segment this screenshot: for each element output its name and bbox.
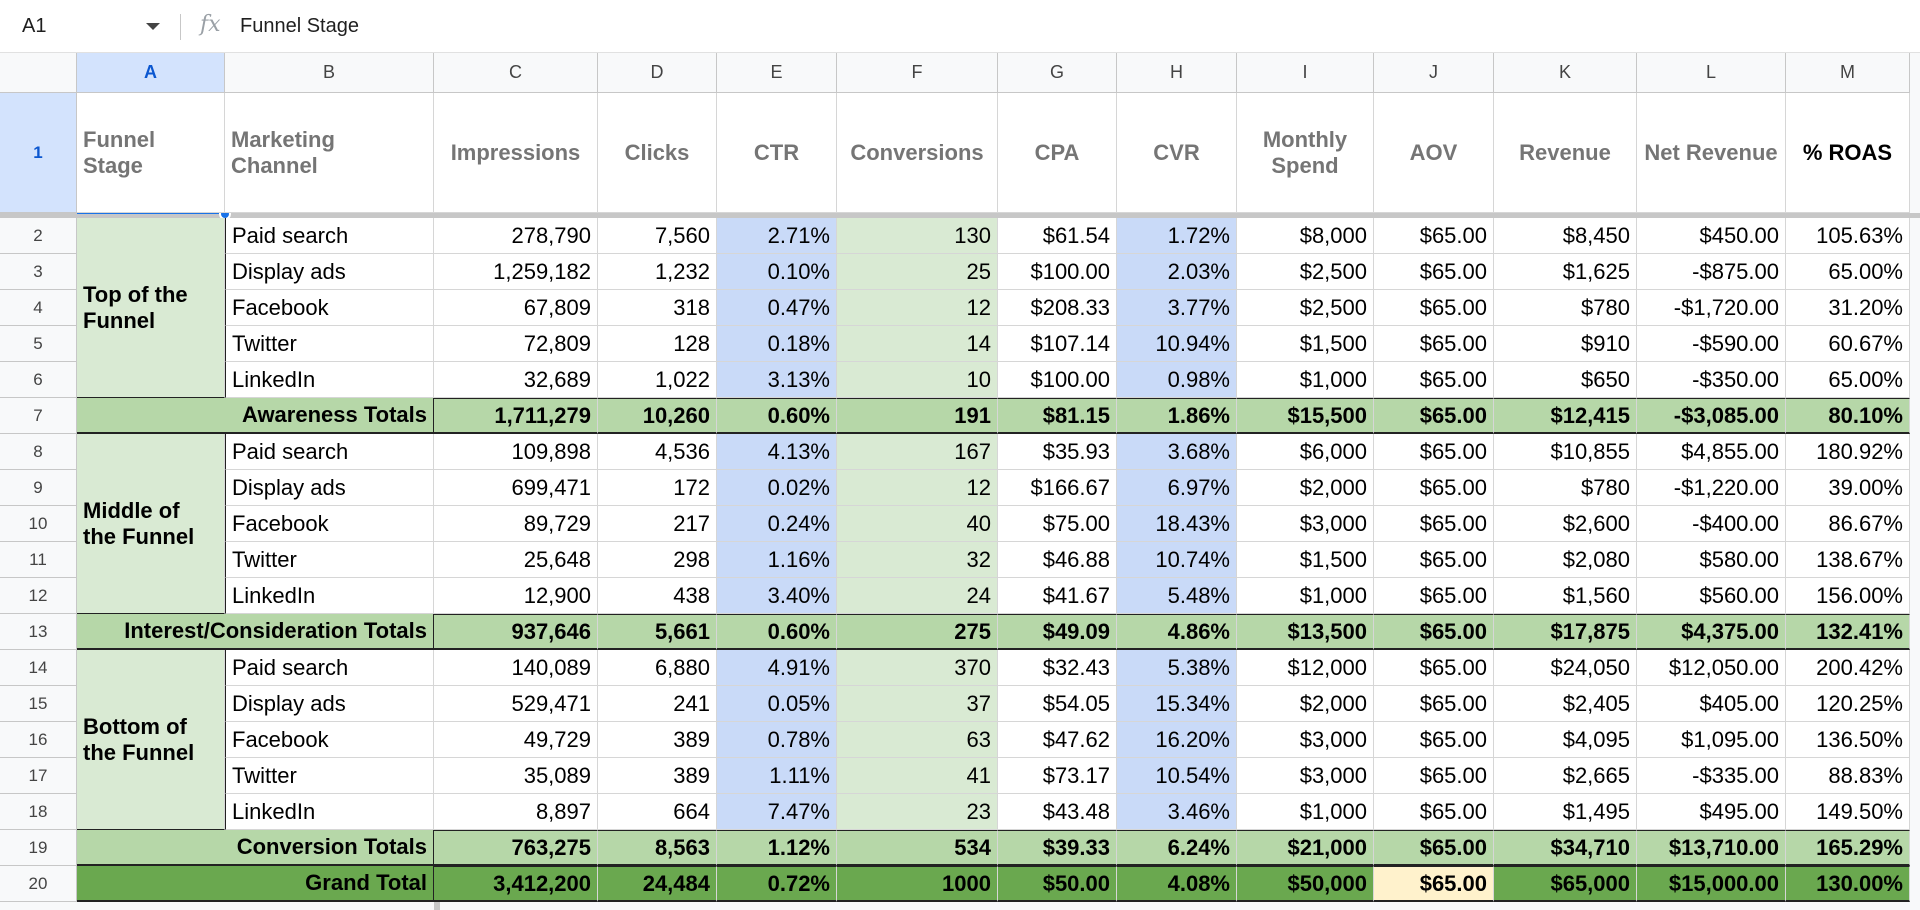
data-cell[interactable]: 370 (837, 650, 998, 686)
data-cell[interactable]: 0.05% (717, 686, 837, 722)
channel-cell[interactable]: Display ads (225, 254, 434, 290)
data-cell[interactable]: 120.25% (1786, 686, 1910, 722)
data-cell[interactable]: 3.13% (717, 362, 837, 398)
data-cell[interactable]: 16.20% (1117, 722, 1237, 758)
totals-cell[interactable]: 937,646 (434, 614, 598, 650)
data-cell[interactable]: $780 (1494, 290, 1637, 326)
data-cell[interactable]: $2,600 (1494, 506, 1637, 542)
row-header-8[interactable]: 8 (0, 434, 77, 470)
data-cell[interactable]: 25 (837, 254, 998, 290)
data-cell[interactable]: 88.83% (1786, 758, 1910, 794)
row-header-18[interactable]: 18 (0, 794, 77, 830)
data-cell[interactable]: 3.46% (1117, 794, 1237, 830)
row-header-4[interactable]: 4 (0, 290, 77, 326)
channel-cell[interactable]: Paid search (225, 434, 434, 470)
totals-cell[interactable]: $13,500 (1237, 614, 1374, 650)
data-cell[interactable]: $47.62 (998, 722, 1117, 758)
data-cell[interactable]: $780 (1494, 470, 1637, 506)
totals-cell[interactable]: 0.60% (717, 614, 837, 650)
data-cell[interactable]: 130 (837, 218, 998, 254)
data-cell[interactable]: $8,450 (1494, 218, 1637, 254)
data-cell[interactable]: 25,648 (434, 542, 598, 578)
data-cell[interactable]: 529,471 (434, 686, 598, 722)
data-cell[interactable]: $1,560 (1494, 578, 1637, 614)
data-cell[interactable]: 1.16% (717, 542, 837, 578)
totals-cell[interactable]: 165.29% (1786, 830, 1910, 866)
header-cell-d[interactable]: Clicks (598, 93, 717, 213)
totals-cell[interactable]: 3,412,200 (434, 866, 598, 902)
data-cell[interactable]: $61.54 (998, 218, 1117, 254)
data-cell[interactable]: 7,560 (598, 218, 717, 254)
channel-cell[interactable]: LinkedIn (225, 794, 434, 830)
data-cell[interactable]: 7.47% (717, 794, 837, 830)
channel-cell[interactable]: Display ads (225, 686, 434, 722)
row-header-16[interactable]: 16 (0, 722, 77, 758)
data-cell[interactable]: 138.67% (1786, 542, 1910, 578)
data-cell[interactable]: 200.42% (1786, 650, 1910, 686)
data-cell[interactable]: 109,898 (434, 434, 598, 470)
column-header-j[interactable]: J (1374, 53, 1494, 93)
data-cell[interactable]: 12 (837, 290, 998, 326)
data-cell[interactable]: $32.43 (998, 650, 1117, 686)
data-cell[interactable]: $65.00 (1374, 722, 1494, 758)
data-cell[interactable]: 49,729 (434, 722, 598, 758)
totals-label[interactable]: Awareness Totals (77, 398, 434, 434)
data-cell[interactable]: 699,471 (434, 470, 598, 506)
data-cell[interactable]: $65.00 (1374, 650, 1494, 686)
channel-cell[interactable]: Twitter (225, 758, 434, 794)
row-header-12[interactable]: 12 (0, 578, 77, 614)
totals-cell[interactable]: $21,000 (1237, 830, 1374, 866)
header-cell-l[interactable]: Net Revenue (1637, 93, 1786, 213)
data-cell[interactable]: 389 (598, 758, 717, 794)
fx-icon: fx (200, 12, 221, 37)
data-cell[interactable]: 10 (837, 362, 998, 398)
data-cell[interactable]: -$1,220.00 (1637, 470, 1786, 506)
data-cell[interactable]: -$590.00 (1637, 326, 1786, 362)
data-cell[interactable]: $1,625 (1494, 254, 1637, 290)
data-cell[interactable]: 156.00% (1786, 578, 1910, 614)
data-cell[interactable]: 128 (598, 326, 717, 362)
column-header-m[interactable]: M (1786, 53, 1910, 93)
data-cell[interactable]: 3.77% (1117, 290, 1237, 326)
data-cell[interactable]: 172 (598, 470, 717, 506)
data-cell[interactable]: 180.92% (1786, 434, 1910, 470)
row-header-20[interactable]: 20 (0, 866, 77, 902)
column-header-f[interactable]: F (837, 53, 998, 93)
header-cell-g[interactable]: CPA (998, 93, 1117, 213)
data-cell[interactable]: 2.71% (717, 218, 837, 254)
data-cell[interactable]: 1.11% (717, 758, 837, 794)
data-cell[interactable]: $2,000 (1237, 470, 1374, 506)
data-cell[interactable]: 24 (837, 578, 998, 614)
column-header-k[interactable]: K (1494, 53, 1637, 93)
data-cell[interactable]: 0.47% (717, 290, 837, 326)
data-cell[interactable]: $2,500 (1237, 290, 1374, 326)
row-header-6[interactable]: 6 (0, 362, 77, 398)
column-header-e[interactable]: E (717, 53, 837, 93)
data-cell[interactable]: $1,495 (1494, 794, 1637, 830)
data-cell[interactable]: $12,050.00 (1637, 650, 1786, 686)
chevron-down-icon[interactable] (146, 23, 160, 30)
data-cell[interactable]: -$400.00 (1637, 506, 1786, 542)
data-cell[interactable]: 10.74% (1117, 542, 1237, 578)
data-cell[interactable]: 389 (598, 722, 717, 758)
totals-cell[interactable]: $15,000.00 (1637, 866, 1786, 902)
totals-cell[interactable]: -$3,085.00 (1637, 398, 1786, 434)
data-cell[interactable]: -$350.00 (1637, 362, 1786, 398)
row-header-19[interactable]: 19 (0, 830, 77, 866)
data-cell[interactable]: 10.94% (1117, 326, 1237, 362)
channel-cell[interactable]: LinkedIn (225, 362, 434, 398)
column-header-l[interactable]: L (1637, 53, 1786, 93)
data-cell[interactable]: $560.00 (1637, 578, 1786, 614)
data-cell[interactable]: $166.67 (998, 470, 1117, 506)
data-cell[interactable]: 664 (598, 794, 717, 830)
data-cell[interactable]: $65.00 (1374, 578, 1494, 614)
data-cell[interactable]: 217 (598, 506, 717, 542)
channel-cell[interactable]: Paid search (225, 650, 434, 686)
totals-cell[interactable]: 132.41% (1786, 614, 1910, 650)
data-cell[interactable]: 6.97% (1117, 470, 1237, 506)
data-cell[interactable]: $2,080 (1494, 542, 1637, 578)
data-cell[interactable]: 63 (837, 722, 998, 758)
header-cell-e[interactable]: CTR (717, 93, 837, 213)
channel-cell[interactable]: LinkedIn (225, 578, 434, 614)
data-cell[interactable]: $4,855.00 (1637, 434, 1786, 470)
data-cell[interactable]: $65.00 (1374, 506, 1494, 542)
totals-cell[interactable]: $34,710 (1494, 830, 1637, 866)
totals-cell[interactable]: 4.08% (1117, 866, 1237, 902)
data-cell[interactable]: 60.67% (1786, 326, 1910, 362)
data-cell[interactable]: 4,536 (598, 434, 717, 470)
data-cell[interactable]: $2,405 (1494, 686, 1637, 722)
data-cell[interactable]: 10.54% (1117, 758, 1237, 794)
stage-cell[interactable]: Top of the Funnel (77, 218, 225, 398)
data-cell[interactable]: 72,809 (434, 326, 598, 362)
data-cell[interactable]: $65.00 (1374, 686, 1494, 722)
header-cell-f[interactable]: Conversions (837, 93, 998, 213)
column-header-i[interactable]: I (1237, 53, 1374, 93)
row-header-7[interactable]: 7 (0, 398, 77, 434)
row-header-13[interactable]: 13 (0, 614, 77, 650)
data-cell[interactable]: $65.00 (1374, 470, 1494, 506)
data-cell[interactable]: -$1,720.00 (1637, 290, 1786, 326)
data-cell[interactable]: $107.14 (998, 326, 1117, 362)
data-cell[interactable]: 6,880 (598, 650, 717, 686)
data-cell[interactable]: -$335.00 (1637, 758, 1786, 794)
data-cell[interactable]: 14 (837, 326, 998, 362)
channel-cell[interactable]: Facebook (225, 290, 434, 326)
totals-cell[interactable]: 1000 (837, 866, 998, 902)
data-cell[interactable]: $8,000 (1237, 218, 1374, 254)
formula-input[interactable]: Funnel Stage (240, 15, 359, 37)
data-cell[interactable]: 140,089 (434, 650, 598, 686)
row-header-9[interactable]: 9 (0, 470, 77, 506)
totals-cell[interactable]: 763,275 (434, 830, 598, 866)
data-cell[interactable]: $65.00 (1374, 758, 1494, 794)
totals-cell[interactable]: 1.86% (1117, 398, 1237, 434)
totals-cell[interactable]: $39.33 (998, 830, 1117, 866)
header-cell-i[interactable]: Monthly Spend (1237, 93, 1374, 213)
data-cell[interactable]: $580.00 (1637, 542, 1786, 578)
data-cell[interactable]: $450.00 (1637, 218, 1786, 254)
data-cell[interactable]: $1,000 (1237, 794, 1374, 830)
data-cell[interactable]: 67,809 (434, 290, 598, 326)
data-cell[interactable]: $910 (1494, 326, 1637, 362)
data-cell[interactable]: $65.00 (1374, 794, 1494, 830)
data-cell[interactable]: 149.50% (1786, 794, 1910, 830)
data-cell[interactable]: 86.67% (1786, 506, 1910, 542)
totals-cell[interactable]: 6.24% (1117, 830, 1237, 866)
data-cell[interactable]: 0.98% (1117, 362, 1237, 398)
column-header-b[interactable]: B (225, 53, 434, 93)
totals-cell[interactable]: 0.60% (717, 398, 837, 434)
totals-cell[interactable]: $65.00 (1374, 830, 1494, 866)
data-cell[interactable]: $208.33 (998, 290, 1117, 326)
header-cell-h[interactable]: CVR (1117, 93, 1237, 213)
data-cell[interactable]: 1,022 (598, 362, 717, 398)
totals-cell[interactable]: $12,415 (1494, 398, 1637, 434)
data-cell[interactable]: $6,000 (1237, 434, 1374, 470)
data-cell[interactable]: $65.00 (1374, 218, 1494, 254)
stage-cell[interactable]: Bottom of the Funnel (77, 650, 225, 830)
data-cell[interactable]: 3.68% (1117, 434, 1237, 470)
data-cell[interactable]: 438 (598, 578, 717, 614)
data-cell[interactable]: 4.13% (717, 434, 837, 470)
totals-label[interactable]: Conversion Totals (77, 830, 434, 866)
data-cell[interactable]: $65.00 (1374, 362, 1494, 398)
data-cell[interactable]: $2,500 (1237, 254, 1374, 290)
data-cell[interactable]: $54.05 (998, 686, 1117, 722)
data-cell[interactable]: 136.50% (1786, 722, 1910, 758)
name-box[interactable] (0, 0, 178, 52)
data-cell[interactable]: 318 (598, 290, 717, 326)
data-cell[interactable]: $46.88 (998, 542, 1117, 578)
data-cell[interactable]: 0.18% (717, 326, 837, 362)
data-cell[interactable]: 40 (837, 506, 998, 542)
data-cell[interactable]: 1.72% (1117, 218, 1237, 254)
totals-cell[interactable]: $4,375.00 (1637, 614, 1786, 650)
data-cell[interactable]: 32,689 (434, 362, 598, 398)
data-cell[interactable]: 3.40% (717, 578, 837, 614)
stage-cell[interactable]: Middle of the Funnel (77, 434, 225, 614)
column-header-c[interactable]: C (434, 53, 598, 93)
data-cell[interactable]: $12,000 (1237, 650, 1374, 686)
data-cell[interactable]: $3,000 (1237, 722, 1374, 758)
data-cell[interactable]: $24,050 (1494, 650, 1637, 686)
data-cell[interactable]: 65.00% (1786, 362, 1910, 398)
row-header-17[interactable]: 17 (0, 758, 77, 794)
name-box-cell-ref: A1 (22, 15, 47, 37)
data-cell[interactable]: 167 (837, 434, 998, 470)
header-cell-j[interactable]: AOV (1374, 93, 1494, 213)
data-cell[interactable]: 1,259,182 (434, 254, 598, 290)
data-cell[interactable]: 278,790 (434, 218, 598, 254)
totals-cell[interactable]: $65,000 (1494, 866, 1637, 902)
data-cell[interactable]: 23 (837, 794, 998, 830)
data-cell[interactable]: 39.00% (1786, 470, 1910, 506)
totals-cell[interactable]: 5,661 (598, 614, 717, 650)
totals-cell[interactable]: $81.15 (998, 398, 1117, 434)
totals-cell[interactable]: $65.00 (1374, 866, 1494, 902)
data-cell[interactable]: 31.20% (1786, 290, 1910, 326)
data-cell[interactable]: $1,000 (1237, 578, 1374, 614)
column-header-d[interactable]: D (598, 53, 717, 93)
data-cell[interactable]: -$875.00 (1637, 254, 1786, 290)
data-cell[interactable]: $2,000 (1237, 686, 1374, 722)
totals-cell[interactable]: $49.09 (998, 614, 1117, 650)
data-cell[interactable]: 37 (837, 686, 998, 722)
row-header-5[interactable]: 5 (0, 326, 77, 362)
channel-cell[interactable]: Display ads (225, 470, 434, 506)
row-header-11[interactable]: 11 (0, 542, 77, 578)
data-cell[interactable]: $100.00 (998, 362, 1117, 398)
totals-cell[interactable]: 0.72% (717, 866, 837, 902)
data-cell[interactable]: $3,000 (1237, 758, 1374, 794)
data-cell[interactable]: 2.03% (1117, 254, 1237, 290)
data-cell[interactable]: 105.63% (1786, 218, 1910, 254)
data-cell[interactable]: 5.48% (1117, 578, 1237, 614)
totals-cell[interactable]: 24,484 (598, 866, 717, 902)
channel-cell[interactable]: Twitter (225, 326, 434, 362)
totals-cell[interactable]: 10,260 (598, 398, 717, 434)
data-cell[interactable]: 12,900 (434, 578, 598, 614)
channel-cell[interactable]: Facebook (225, 506, 434, 542)
data-cell[interactable]: 1,232 (598, 254, 717, 290)
totals-label[interactable]: Grand Total (77, 866, 434, 902)
header-cell-b[interactable]: Marketing Channel (225, 93, 434, 213)
row-header-14[interactable]: 14 (0, 650, 77, 686)
data-cell[interactable]: $65.00 (1374, 542, 1494, 578)
totals-cell[interactable]: $13,710.00 (1637, 830, 1786, 866)
data-cell[interactable]: $75.00 (998, 506, 1117, 542)
totals-cell[interactable]: 80.10% (1786, 398, 1910, 434)
data-cell[interactable]: $495.00 (1637, 794, 1786, 830)
channel-cell[interactable]: Paid search (225, 218, 434, 254)
data-cell[interactable]: 89,729 (434, 506, 598, 542)
row-header-1[interactable]: 1 (0, 93, 77, 213)
row-header-3[interactable]: 3 (0, 254, 77, 290)
totals-cell[interactable]: 8,563 (598, 830, 717, 866)
data-cell[interactable]: $65.00 (1374, 326, 1494, 362)
totals-cell[interactable]: $65.00 (1374, 614, 1494, 650)
header-cell-a[interactable]: Funnel Stage (77, 93, 225, 213)
totals-label[interactable]: Interest/Consideration Totals (77, 614, 434, 650)
data-cell[interactable]: 18.43% (1117, 506, 1237, 542)
totals-cell[interactable]: 191 (837, 398, 998, 434)
data-cell[interactable]: 0.10% (717, 254, 837, 290)
formula-bar (0, 0, 1920, 53)
data-cell[interactable]: $35.93 (998, 434, 1117, 470)
data-cell[interactable]: 0.78% (717, 722, 837, 758)
data-cell[interactable]: 298 (598, 542, 717, 578)
totals-cell[interactable]: 275 (837, 614, 998, 650)
data-cell[interactable]: $65.00 (1374, 434, 1494, 470)
data-cell[interactable]: 32 (837, 542, 998, 578)
data-cell[interactable]: $100.00 (998, 254, 1117, 290)
totals-cell[interactable]: 1,711,279 (434, 398, 598, 434)
data-cell[interactable]: $43.48 (998, 794, 1117, 830)
data-cell[interactable]: $1,500 (1237, 542, 1374, 578)
data-cell[interactable]: 241 (598, 686, 717, 722)
channel-cell[interactable]: Twitter (225, 542, 434, 578)
data-cell[interactable]: $65.00 (1374, 290, 1494, 326)
data-cell[interactable]: $41.67 (998, 578, 1117, 614)
column-header-g[interactable]: G (998, 53, 1117, 93)
totals-cell[interactable]: $50,000 (1237, 866, 1374, 902)
totals-cell[interactable]: $15,500 (1237, 398, 1374, 434)
data-cell[interactable]: $1,095.00 (1637, 722, 1786, 758)
data-cell[interactable]: 12 (837, 470, 998, 506)
column-header-h[interactable]: H (1117, 53, 1237, 93)
data-cell[interactable]: $2,665 (1494, 758, 1637, 794)
data-cell[interactable]: $1,000 (1237, 362, 1374, 398)
data-cell[interactable]: 4.91% (717, 650, 837, 686)
data-cell[interactable]: 5.38% (1117, 650, 1237, 686)
data-cell[interactable]: 0.24% (717, 506, 837, 542)
data-cell[interactable]: $65.00 (1374, 254, 1494, 290)
data-cell[interactable]: 35,089 (434, 758, 598, 794)
row-header-2[interactable]: 2 (0, 218, 77, 254)
totals-cell[interactable]: 130.00% (1786, 866, 1910, 902)
data-cell[interactable]: $73.17 (998, 758, 1117, 794)
data-cell[interactable]: 41 (837, 758, 998, 794)
data-cell[interactable]: $405.00 (1637, 686, 1786, 722)
data-cell[interactable]: 8,897 (434, 794, 598, 830)
data-cell[interactable]: 0.02% (717, 470, 837, 506)
totals-cell[interactable]: 534 (837, 830, 998, 866)
row-header-10[interactable]: 10 (0, 506, 77, 542)
totals-cell[interactable]: $50.00 (998, 866, 1117, 902)
channel-cell[interactable]: Facebook (225, 722, 434, 758)
totals-cell[interactable]: 1.12% (717, 830, 837, 866)
column-header-a[interactable]: A (77, 53, 225, 93)
select-all-corner[interactable] (0, 53, 77, 93)
header-cell-m[interactable]: % ROAS (1786, 93, 1910, 213)
row-header-15[interactable]: 15 (0, 686, 77, 722)
data-cell[interactable]: 15.34% (1117, 686, 1237, 722)
data-cell[interactable]: $4,095 (1494, 722, 1637, 758)
totals-cell[interactable]: 4.86% (1117, 614, 1237, 650)
data-cell[interactable]: $3,000 (1237, 506, 1374, 542)
data-cell[interactable]: $1,500 (1237, 326, 1374, 362)
totals-cell[interactable]: $17,875 (1494, 614, 1637, 650)
data-cell[interactable]: 65.00% (1786, 254, 1910, 290)
header-cell-k[interactable]: Revenue (1494, 93, 1637, 213)
totals-cell[interactable]: $65.00 (1374, 398, 1494, 434)
data-cell[interactable]: $650 (1494, 362, 1637, 398)
data-cell[interactable]: $10,855 (1494, 434, 1637, 470)
header-cell-c[interactable]: Impressions (434, 93, 598, 213)
formula-bar-divider (180, 14, 181, 40)
